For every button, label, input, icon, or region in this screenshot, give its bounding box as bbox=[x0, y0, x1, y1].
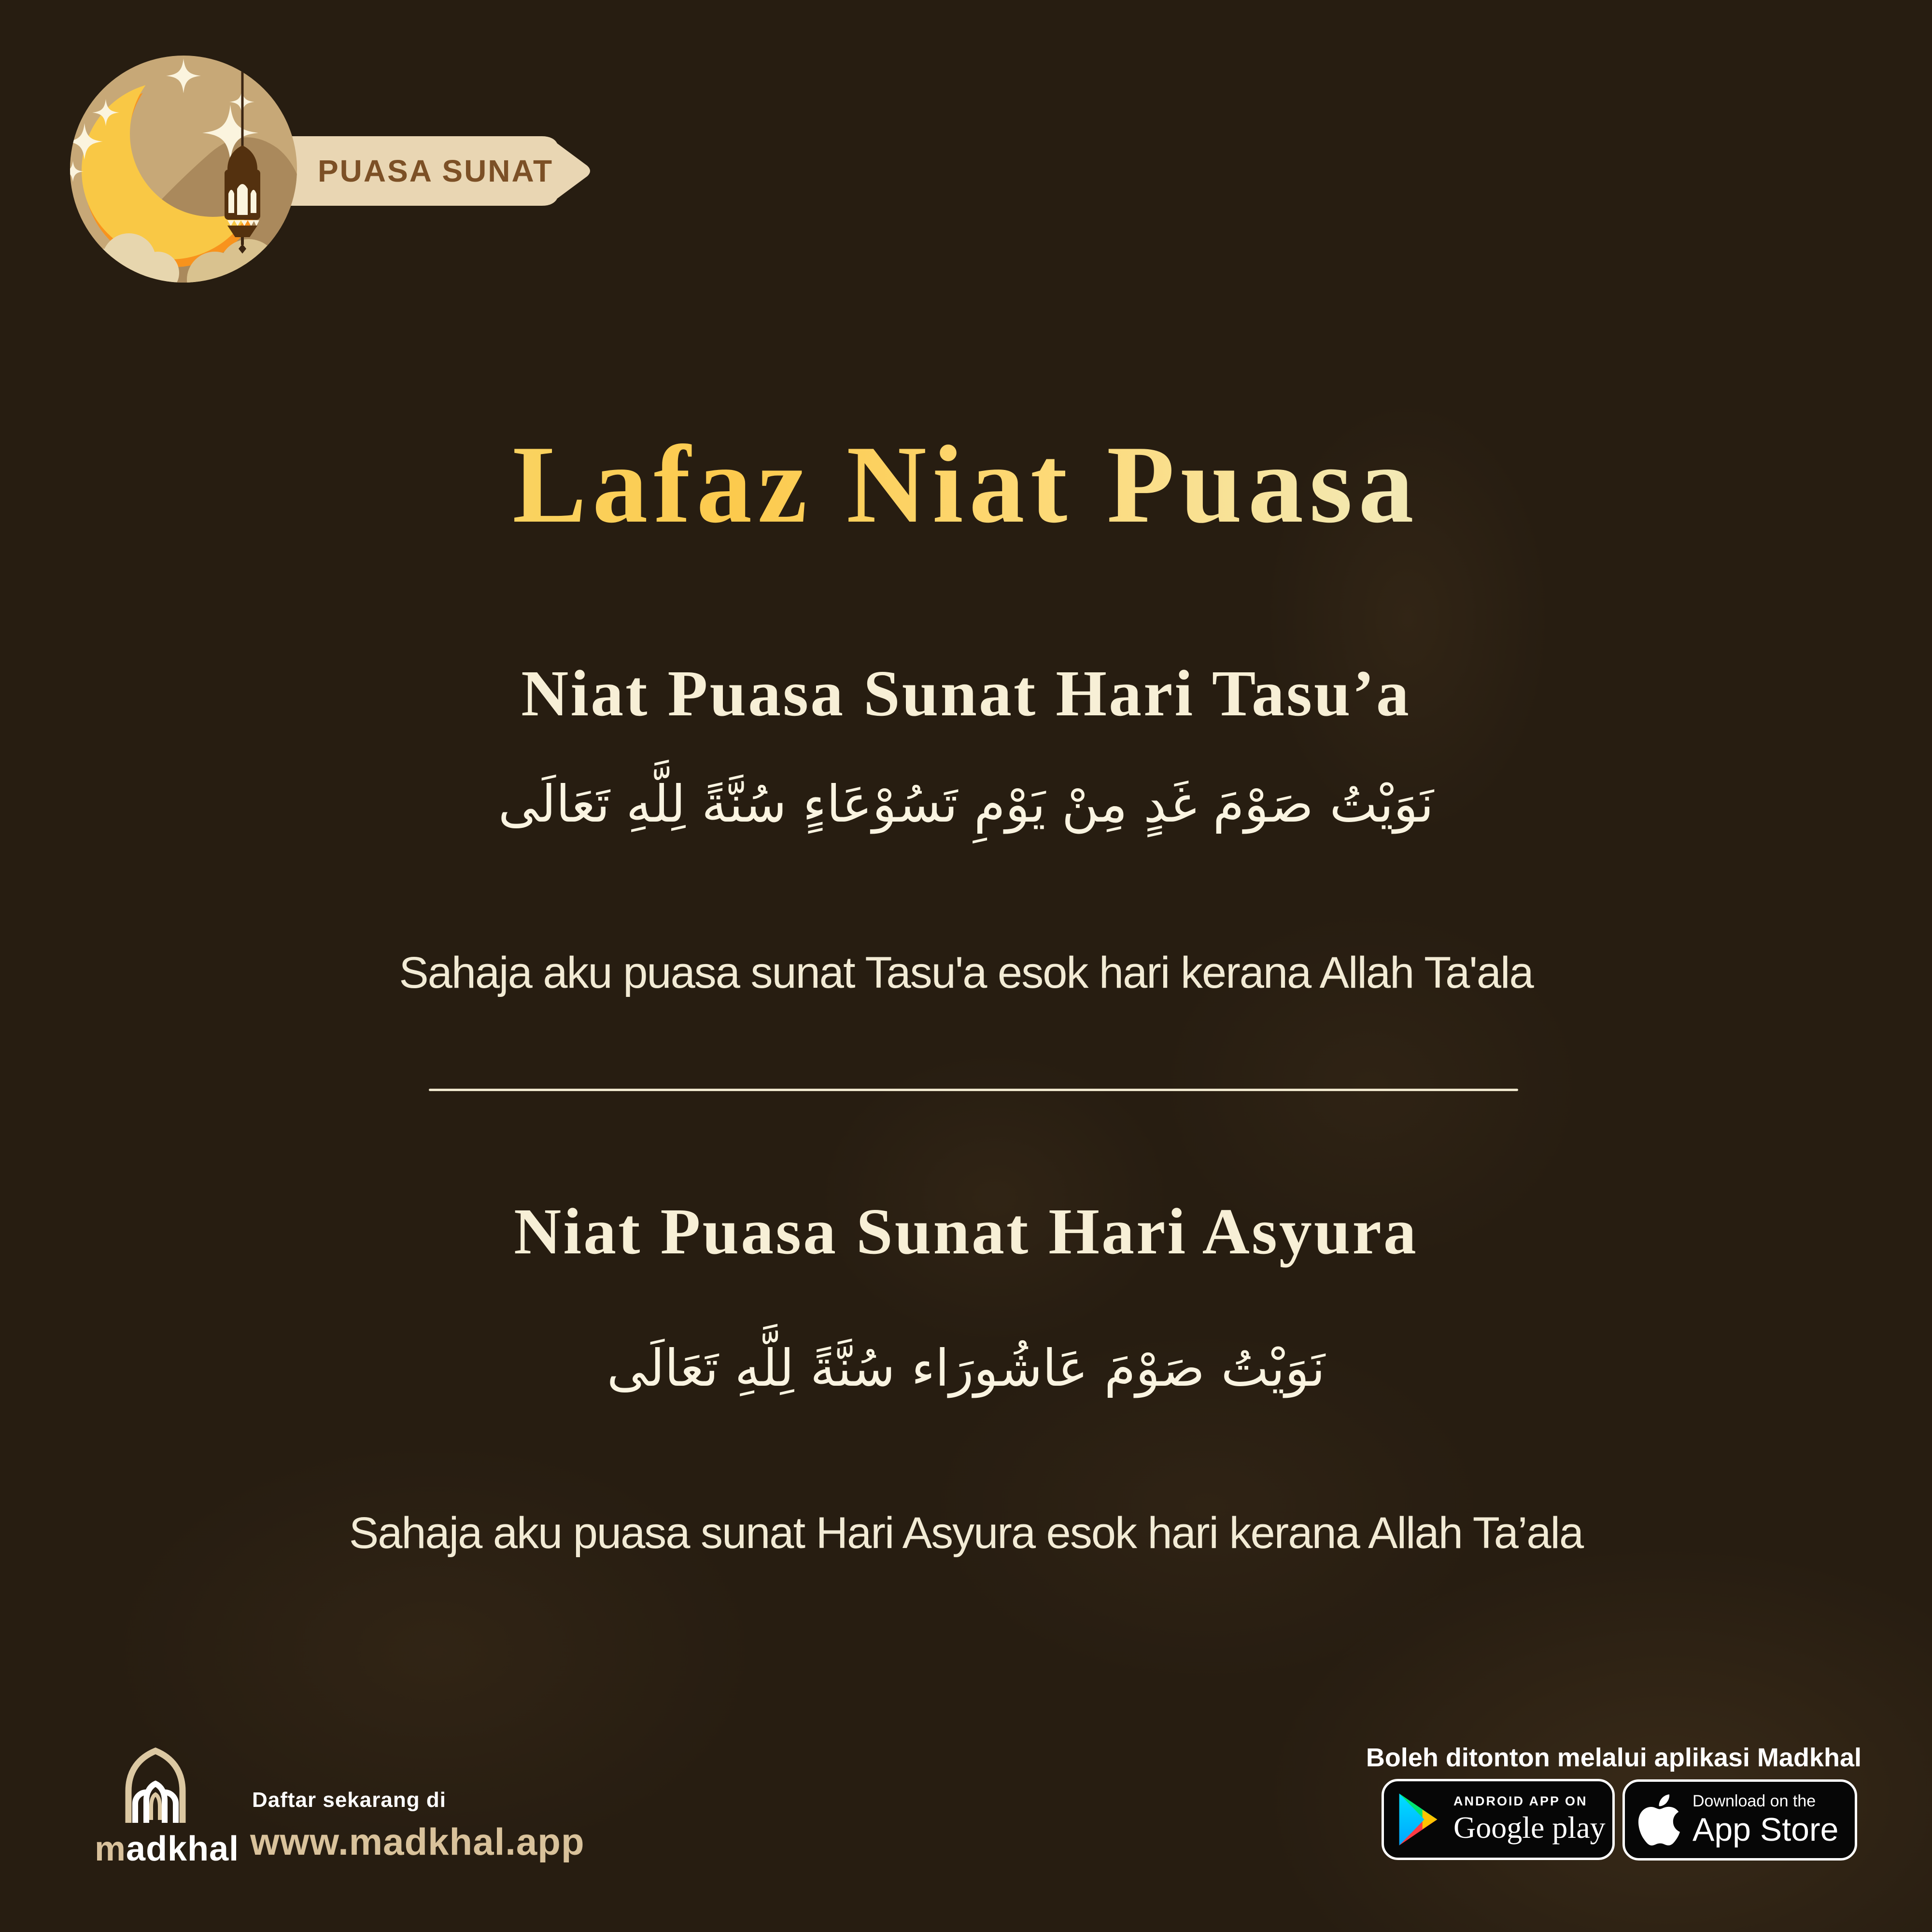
section-2-arabic-text: نَوَيْتُ صَوْمَ عَاشُورَاء سُنَّةً لِلَّهِ تَعَالَى bbox=[606, 1339, 1326, 1398]
google-play-name: Google play bbox=[1453, 1810, 1606, 1845]
page-title: Lafaz Niat Puasa bbox=[0, 429, 1932, 540]
wordmark-first-letter: m bbox=[95, 1830, 127, 1868]
crescent-moon-lantern-icon bbox=[70, 56, 297, 283]
play-triangle-icon bbox=[1396, 1792, 1442, 1847]
apple-icon bbox=[1638, 1794, 1680, 1846]
section-divider bbox=[429, 1089, 1518, 1091]
section-1-arabic-text: نَوَيْتُ صَوْمَ غَدٍ مِنْ يَوْمِ تَسُوْعَاءٍ سُنَّةً لِلَّهِ تَعَالَى bbox=[498, 775, 1434, 834]
app-store-name: App Store bbox=[1692, 1811, 1839, 1848]
section-1-heading: Niat Puasa Sunat Hari Tasu’a bbox=[521, 657, 1411, 730]
google-play-badge[interactable] bbox=[1382, 1779, 1615, 1860]
google-play-tagline: ANDROID APP ON bbox=[1453, 1793, 1588, 1808]
app-store-badge[interactable] bbox=[1622, 1779, 1857, 1861]
apps-caption: Boleh ditonton melalui aplikasi Madkhal bbox=[1366, 1743, 1861, 1772]
ribbon-label: PUASA SUNAT bbox=[317, 154, 554, 188]
section-2-heading: Niat Puasa Sunat Hari Asyura bbox=[514, 1195, 1418, 1268]
mosque-arch-icon bbox=[119, 1747, 192, 1823]
section-2-translation: Sahaja aku puasa sunat Hari Asyura esok hari kerana Allah Ta’ala bbox=[349, 1508, 1583, 1558]
wordmark-rest: adkhal bbox=[126, 1830, 240, 1868]
section-1-translation: Sahaja aku puasa sunat Tasu'a esok hari kerana Allah Ta'ala bbox=[399, 948, 1533, 997]
site-url[interactable]: www.madkhal.app bbox=[250, 1820, 585, 1863]
register-label: Daftar sekarang di bbox=[252, 1788, 446, 1812]
app-store-tagline: Download on the bbox=[1692, 1791, 1816, 1810]
brand-wordmark bbox=[95, 1830, 240, 1868]
